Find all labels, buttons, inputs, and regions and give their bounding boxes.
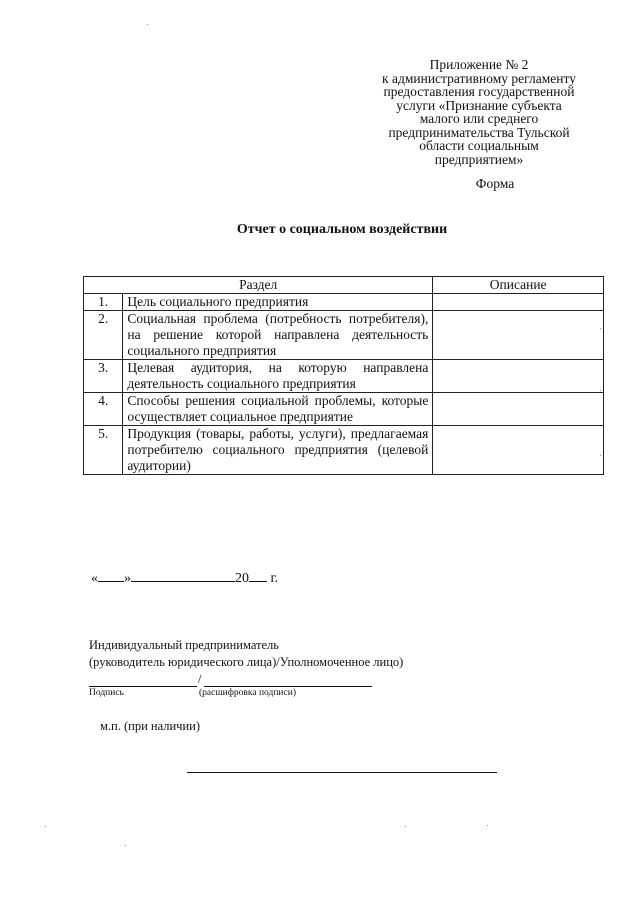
scan-speck	[125, 845, 126, 846]
scan-speck	[600, 390, 601, 391]
table-header-row	[84, 277, 604, 294]
row-section-text: Социальная проблема (потребность потребителя), на решение которой направлена деятельность социального предприятия	[123, 311, 433, 360]
row-number: 4.	[84, 393, 123, 426]
decryption-caption: (расшифровка подписи)	[199, 688, 296, 698]
row-number: 1.	[84, 294, 123, 311]
header-section: Раздел	[84, 277, 433, 294]
day-blank[interactable]	[98, 569, 124, 582]
appendix-block	[360, 58, 598, 166]
scan-speck	[487, 825, 488, 826]
date-open-quote: «	[91, 571, 98, 586]
scan-speck	[600, 455, 601, 456]
row-section-text: Способы решения социальной проблемы, которые осуществляет социальное предприятие	[123, 393, 433, 426]
form-label: Форма	[475, 176, 515, 191]
appendix-line: предпринимательства Тульской	[388, 124, 570, 140]
row-description-cell[interactable]	[433, 294, 604, 311]
table-row	[84, 426, 604, 475]
row-section-text: Цель социального предприятия	[123, 294, 433, 311]
table-row	[84, 360, 604, 393]
date-close-quote: »	[124, 571, 131, 586]
appendix-line: предприятием»	[434, 151, 524, 167]
scan-speck	[147, 24, 148, 25]
appendix-line: предоставления государственной	[383, 84, 575, 99]
row-number: 3.	[84, 360, 123, 393]
appendix-line: области социальным	[419, 138, 539, 153]
scan-speck	[45, 826, 46, 827]
document-title: Отчет о социальном воздействии	[236, 222, 448, 237]
appendix-line: Приложение № 2	[429, 57, 529, 72]
row-section-text: Продукция (товары, работы, услуги), предлагаемая потребителю социального предприятия (целевой аудитории)	[123, 426, 433, 475]
table-row	[84, 294, 604, 311]
row-number: 2.	[84, 311, 123, 360]
table-row	[84, 311, 604, 360]
year-blank[interactable]	[249, 569, 267, 582]
bottom-separator-line	[187, 772, 497, 773]
year-suffix: г.	[270, 571, 279, 586]
appendix-line: малого или среднего	[419, 111, 539, 126]
signature-decryption-blank[interactable]	[204, 686, 372, 687]
appendix-line: услуги «Признание субъекта	[396, 97, 562, 113]
signatory-label-detail: (руководитель юридического лица)/Уполномоченное лицо)	[89, 655, 404, 669]
scan-speck	[405, 826, 406, 827]
stamp-note: м.п. (при наличии)	[100, 719, 200, 733]
row-number: 5.	[84, 426, 123, 475]
row-description-cell[interactable]	[433, 426, 604, 475]
table-row	[84, 393, 604, 426]
signatory-label: Индивидуальный предприниматель	[89, 638, 279, 652]
month-blank[interactable]	[131, 569, 235, 582]
date-line	[91, 569, 278, 587]
row-description-cell[interactable]	[433, 311, 604, 360]
scan-speck	[600, 328, 601, 329]
row-description-cell[interactable]	[433, 360, 604, 393]
row-section-text: Целевая аудитория, на которую направлена деятельность социального предприятия	[123, 360, 433, 393]
signature-caption: Подпись	[89, 688, 124, 698]
appendix-line: к административному регламенту	[382, 70, 576, 86]
signature-slash: /	[198, 672, 202, 686]
year-prefix: 20	[235, 571, 249, 586]
report-table	[83, 276, 604, 475]
row-description-cell[interactable]	[433, 393, 604, 426]
signature-blank[interactable]	[89, 686, 197, 687]
header-description: Описание	[433, 277, 604, 294]
